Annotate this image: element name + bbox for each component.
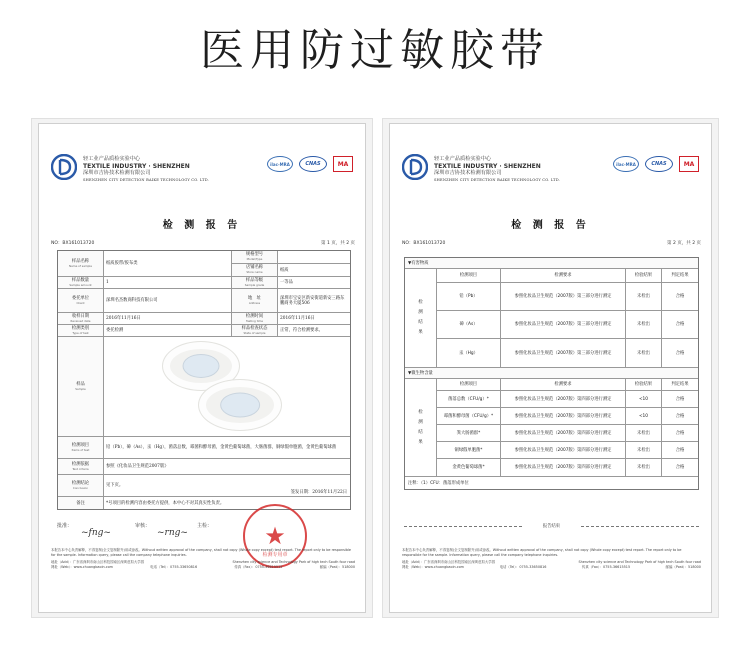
result-group xyxy=(405,269,698,368)
footer-tel: 电话（Tel）：0755-33650816 xyxy=(150,565,198,569)
seal-text: 检测专用章 xyxy=(262,552,288,558)
section-header: ▼微生物含量 xyxy=(405,368,698,379)
footer-web: 网址（Web）：www.chuangbaoin.com xyxy=(51,565,113,569)
report-sheet xyxy=(38,123,366,613)
signature-image: ~rng~ xyxy=(157,528,188,538)
org-block xyxy=(83,156,209,184)
field-label: 检测时间 xyxy=(245,313,264,319)
seal-stamp: ★ 检测专用章 xyxy=(243,504,307,568)
table-row xyxy=(58,475,350,497)
section-header: ▼有害物质 xyxy=(405,258,698,269)
remark-value: *号项目的检测内容由委托方提供，本中心不对其真实性负责。 xyxy=(106,500,225,506)
report-number: NO：BX161013720 xyxy=(51,241,95,246)
table-row xyxy=(58,437,350,459)
footer-fax: 传真（Fax）：0755-36615515 xyxy=(234,565,283,569)
table-row xyxy=(58,325,350,337)
field-label-en: Sample grade xyxy=(244,282,265,287)
field-label: 委托单位 xyxy=(71,295,90,301)
field-label: 检测结论 xyxy=(71,480,90,486)
page-number: 第 1 页，共 2 页 xyxy=(321,241,355,246)
cert-logos xyxy=(613,156,699,172)
cert-logos xyxy=(267,156,353,172)
table-header-row xyxy=(437,269,698,283)
footer-web: 网址（Web）：www.chuangbaoin.com xyxy=(402,565,464,569)
field-label-en: Address xyxy=(248,300,261,305)
field-label: 规格型号 xyxy=(245,252,264,257)
cnas-icon: CNAS xyxy=(645,156,673,172)
ma-icon: MA xyxy=(679,156,699,172)
field-label: 检测依据 xyxy=(71,461,90,467)
field-label-en: Type of test xyxy=(72,330,89,335)
field-value: 2016年11月16日 xyxy=(280,316,315,321)
table-row xyxy=(58,289,350,313)
report-header xyxy=(400,152,703,196)
field-label: 样品数量 xyxy=(71,277,90,283)
field-value: 一等品 xyxy=(280,280,293,285)
field-value: 纸质胶带/胶布类 xyxy=(104,251,232,276)
issue-date: 签发日期：2016年11月22日 xyxy=(290,490,347,495)
report-sheet xyxy=(389,123,712,613)
report-header xyxy=(49,152,357,196)
field-label: 样品等级 xyxy=(245,277,264,283)
sample-photo xyxy=(104,337,350,433)
test-results-table xyxy=(404,257,699,490)
table-row xyxy=(58,497,350,509)
cnas-icon: CNAS xyxy=(299,156,327,172)
field-value: 1 xyxy=(104,277,232,288)
report-page-2 xyxy=(382,118,719,618)
group-side-label: 检 测 结 果 xyxy=(405,379,437,476)
lab-logo-icon xyxy=(402,154,428,180)
reviewer-label: 审核： xyxy=(135,523,151,529)
field-label-en: Testing time xyxy=(245,318,264,323)
table-row: 砷（As） 参照化妆品卫生规范（2007版）第三部分进行测定 未检出 合格 xyxy=(437,311,698,339)
org-block xyxy=(434,156,560,184)
table-note: 注释：（1）CFU：菌落形成单位 xyxy=(408,481,469,486)
tape-roll-image xyxy=(198,379,282,431)
column-header: 检验结果 xyxy=(626,269,662,282)
page-number: 第 2 页，共 2 页 xyxy=(667,241,701,246)
org-name-cn: 轻工业产品质检实验中心 xyxy=(83,156,141,162)
field-label-en: Model/Type xyxy=(246,257,263,261)
footer-post: 邮编（Post）：518000 xyxy=(665,565,701,569)
table-row xyxy=(58,277,350,289)
report-number: NO：BX161013720 xyxy=(402,241,446,246)
report-footer xyxy=(402,548,701,570)
field-value: 深圳市宝安区新安街道新安三路东鹏商务大厦506 xyxy=(280,295,345,306)
report-meta xyxy=(51,240,355,246)
footer-post: 邮编（Post）：518000 xyxy=(319,565,355,569)
org-name-cn2: 深圳市吉协技术检测有限公司 xyxy=(83,170,151,176)
tester-label: 主检： xyxy=(197,523,213,529)
column-header: 检测要求 xyxy=(501,269,626,282)
test-items: 铅（Pb），砷（As），汞（Hg），菌落总数，霉菌和酵母菌，金黄色葡萄球菌，大肠菌群，铜绿假单胞菌，金黄色葡萄球菌 xyxy=(106,445,337,450)
report-page-1 xyxy=(31,118,373,618)
approver-label: 批准： xyxy=(57,523,73,529)
field-value: 委托检测 xyxy=(104,325,232,336)
org-name-en2: SHENZHEN CITY DETECTION BAIKE TECHNOLOGY CO. LTD. xyxy=(83,178,210,182)
ma-icon: MA xyxy=(333,156,353,172)
field-label: 检测类别 xyxy=(71,325,90,331)
group-side-label: 检 测 结 果 xyxy=(405,269,437,367)
column-header: 判定结果 xyxy=(671,273,689,278)
column-header: 判定结果 xyxy=(671,382,689,387)
ilac-mra-icon: ilac-MRA xyxy=(613,156,639,172)
table-row xyxy=(58,459,350,475)
field-label-en: Store name xyxy=(246,270,263,274)
field-label: 收样日期 xyxy=(71,313,90,319)
footer-address-en: Shenzhen city science and Technology Park of high tech South four road xyxy=(232,560,355,564)
column-header: 检测项目 xyxy=(437,379,501,390)
table-row: 汞（Hg） 参照化妆品卫生规范（2007版）第三部分进行测定 未检出 合格 xyxy=(437,339,698,367)
footer-address: 地址（Add）：广东省深圳市南山区科技园南区深圳虚拟大学园 xyxy=(402,560,496,564)
sample-info-table xyxy=(57,250,351,510)
org-name-cn: 轻工业产品质检实验中心 xyxy=(434,156,492,162)
column-header: 检测要求 xyxy=(501,379,626,390)
test-basis: 参照《化妆品卫生规范2007版》 xyxy=(106,464,169,469)
footer-disclaimer: 本报告本中心负责解释，不得复制(全文复制除外)用或涂改。Without written approval of the company, shall not copy (Whole copy except) test report. The report only to be responsible for the sample. Information query, please call the company telephone inquiries. xyxy=(51,548,352,557)
field-label-en: Sample amount xyxy=(69,282,92,287)
table-row: 粪大肠菌群* 参照化妆品卫生规范（2007版）第四部分进行测定 未检出 合格 xyxy=(437,425,698,442)
report-meta xyxy=(402,240,701,246)
field-label-en: Sample xyxy=(75,386,86,391)
field-label-en: Items of test xyxy=(71,447,90,452)
field-value: 纸质 xyxy=(280,267,289,273)
footer-disclaimer: 本报告本中心负责解释，不得复制(全文复制除外)用或涂改。Without written approval of the company, shall not copy (Whole copy except) test report. The report only to be responsible for the sample. Information query, please call the company telephone inquiries. xyxy=(402,548,682,557)
report-footer xyxy=(51,548,355,570)
org-name-en: TEXTILE INDUSTRY · SHENZHEN xyxy=(83,163,190,170)
report-end: 报告结束 xyxy=(404,523,699,529)
field-label-en: Test criteria xyxy=(72,466,89,471)
column-header: 检测项目 xyxy=(437,269,501,282)
field-label-en: Client xyxy=(76,300,85,305)
report-title: 检 测 报 告 xyxy=(162,220,242,231)
org-name-cn2: 深圳市吉协技术检测有限公司 xyxy=(434,170,502,176)
table-row: 金黄色葡萄球菌* 参照化妆品卫生规范（2007版）第四部分进行测定 未检出 合格 xyxy=(437,459,698,476)
field-label: 样品名称 xyxy=(71,258,90,264)
field-value: 正常，符合检测要求。 xyxy=(280,328,323,333)
conclusion-value: 见下页。 xyxy=(106,483,124,488)
lab-logo-icon xyxy=(51,154,77,180)
org-name-en: TEXTILE INDUSTRY · SHENZHEN xyxy=(434,163,541,170)
field-label: 备注 xyxy=(76,500,85,506)
table-row: 菌落总数（CFU/g）* 参照化妆品卫生规范（2007版）第四部分进行测定 <10 合格 xyxy=(437,391,698,408)
org-name-en2: SHENZHEN CITY DETECTION BAIKE TECHNOLOGY CO. LTD. xyxy=(434,178,561,182)
field-value xyxy=(278,251,350,263)
table-row xyxy=(58,251,350,277)
footer-address-en: Shenzhen city science and Technology Park of high tech South four road xyxy=(578,560,701,564)
field-label: 店铺名称 xyxy=(245,265,264,270)
field-label-en: Received date xyxy=(70,318,91,323)
field-label: 样品 xyxy=(76,381,85,387)
field-value: 深圳名杰数商科技有限公司 xyxy=(104,289,232,312)
table-row: 铜绿假单胞菌* 参照化妆品卫生规范（2007版）第四部分进行测定 未检出 合格 xyxy=(437,442,698,459)
field-label-en: Name of sample xyxy=(69,263,92,268)
report-title: 检 测 报 告 xyxy=(511,220,590,231)
field-label-en: State of sample xyxy=(243,330,266,335)
footer-tel: 电话（Tel）：0755-33650816 xyxy=(499,565,547,569)
table-row: 铅（Pb） 参照化妆品卫生规范（2007版）第三部分进行测定 未检出 合格 xyxy=(437,283,698,311)
field-label: 检测项目 xyxy=(71,442,90,448)
table-row: 霉菌和酵母菌（CFU/g）* 参照化妆品卫生规范（2007版）第四部分进行测定 <10 合格 xyxy=(437,408,698,425)
table-row xyxy=(58,337,350,437)
signature-image: ~fng~ xyxy=(81,528,111,538)
result-group xyxy=(405,379,698,477)
footer-address: 地址（Add）：广东省深圳市南山区科技园南区深圳虚拟大学园 xyxy=(51,560,145,564)
column-header: 检验结果 xyxy=(626,379,662,390)
field-value: 2016年11月16日 xyxy=(104,313,232,324)
field-label: 样品检查状态 xyxy=(241,325,268,331)
table-header-row xyxy=(437,379,698,391)
ilac-mra-icon: ilac-MRA xyxy=(267,156,293,172)
footer-fax: 传真（Fax）：0755-36615515 xyxy=(582,565,631,569)
field-label: 地 址 xyxy=(248,295,261,301)
page-title: 医用防过敏胶带 xyxy=(200,25,550,76)
table-row xyxy=(58,313,350,325)
field-label-en: Conclusion xyxy=(72,485,89,490)
